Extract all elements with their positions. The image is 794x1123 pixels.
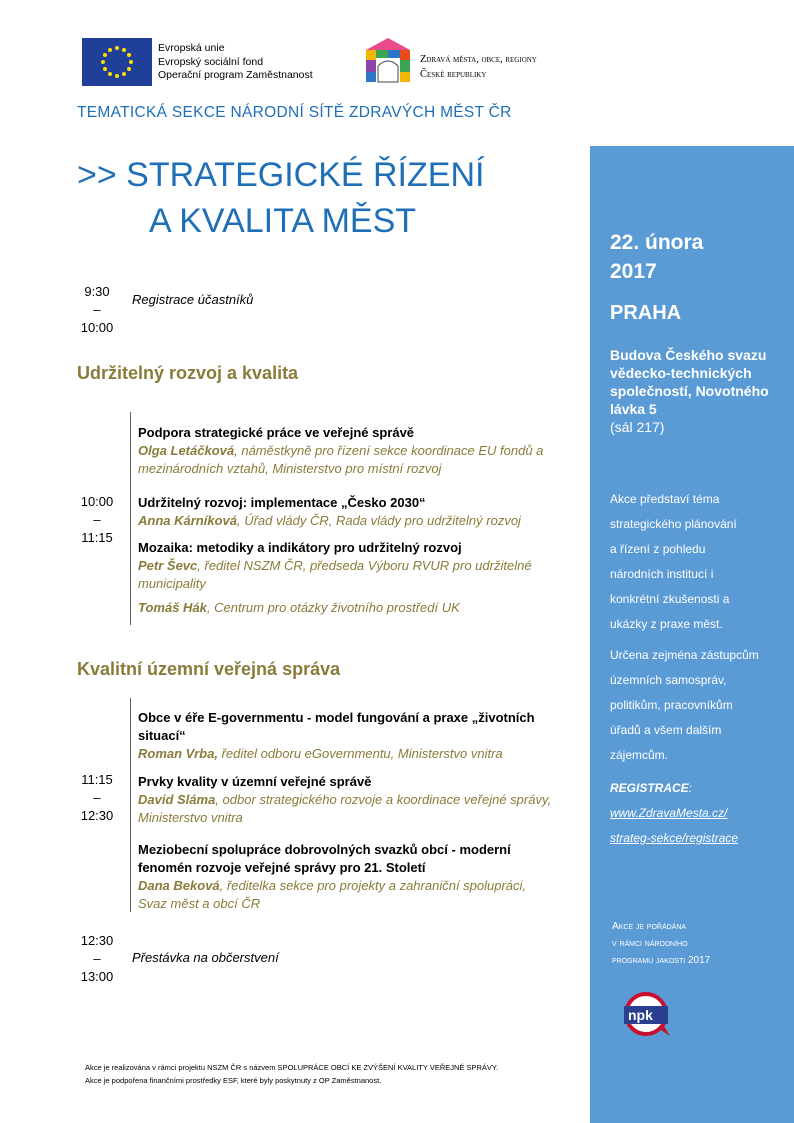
speaker-role: ředitel odboru eGovernmentu, Ministerstvo vnitra [217, 746, 503, 761]
registration-time [77, 283, 117, 337]
footer-line-1: Akce je realizována v rámci projektu NSZM ČR s názvem SPOLUPRÁCE OBCÍ KE ZVÝŠENÍ KVALITY VEŘEJNÉ SPRÁVY. [85, 1063, 499, 1072]
event-date-day: 22. února [610, 231, 704, 254]
speaker-name: Olga Letáčková [138, 443, 235, 458]
talk-1-2 [138, 494, 558, 530]
audience-line: politikům, pracovníkům [610, 698, 733, 712]
eu-line-3: Operační program Zaměstnanost [158, 69, 313, 81]
audience-line: úřadů a všem dalším [610, 723, 722, 737]
event-about [610, 487, 786, 637]
about-line: ukázky z praxe měst. [610, 617, 723, 631]
page-title-line-1: >> STRATEGICKÉ ŘÍZENÍ [77, 156, 485, 194]
event-date-year: 2017 [610, 260, 657, 283]
registration-time-dash: – [93, 302, 101, 317]
talk-title: Mozaika: metodiky a indikátory pro udržitelný rozvoj [138, 540, 462, 555]
break-time-end: 13:00 [80, 969, 114, 984]
eu-stars-icon [82, 38, 152, 86]
block1-divider [130, 412, 131, 625]
block1-time-end: 11:15 [81, 530, 113, 545]
speaker-role: , náměstkyně pro řízení sekce koordinace EU fondů a mezinárodních vztahů, Ministerstvo pro místní rozvoj [138, 443, 544, 476]
speaker-role: , Úřad vlády ČR, Rada vlády pro udržitelný rozvoj [236, 513, 521, 528]
block1-time-dash: – [93, 512, 101, 527]
break-time-start: 12:30 [80, 933, 114, 948]
talk-title: Prvky kvality v územní veřejné správě [138, 774, 372, 789]
speaker-name: David Sláma [138, 792, 216, 807]
organizer-note [612, 918, 710, 969]
footer [85, 1061, 498, 1087]
sidebar [590, 146, 794, 1123]
talk-title: Meziobecní spolupráce dobrovolných svazků obcí - moderní fenomén rozvoje veřejné správy pro 21. Století [138, 842, 511, 875]
registration-colon: : [688, 781, 693, 795]
eu-text [158, 42, 313, 83]
talk-1-3 [138, 539, 558, 593]
organizer-line: programu jakosti 2017 [612, 955, 711, 966]
speaker-name: Dana Beková [138, 878, 220, 893]
audience-line: Určena zejména zástupcům [610, 648, 759, 662]
block2-time-dash: – [93, 790, 101, 805]
speaker-role: , Centrum pro otázky životního prostředí UK [206, 600, 460, 615]
talk-2-2 [138, 773, 558, 827]
break-time [77, 932, 117, 986]
about-line: konkrétní zkušenosti a [610, 592, 730, 606]
npk-logo [620, 990, 680, 1040]
block2-time-start: 11:15 [81, 772, 113, 787]
block1-time [77, 493, 117, 547]
talk-2-1 [138, 709, 558, 763]
talk-1-4 [138, 599, 558, 617]
registration-block [610, 776, 738, 851]
organizer-line: Akce je pořádána [612, 921, 687, 932]
registration-time-end: 10:00 [80, 320, 114, 335]
registration-label: REGISTRACE [610, 781, 689, 795]
talk-title: Obce v éře E-governmentu - model fungování a praxe „životních situací“ [138, 710, 535, 743]
speaker-role: , odbor strategického rozvoje a koordinace veřejné správy, Ministerstvo vnitra [138, 792, 552, 825]
event-venue [610, 346, 790, 436]
speaker-role: , ředitelka sekce pro projekty a zahraniční spolupráci, Svaz měst a obcí ČR [138, 878, 527, 911]
speaker-role: , ředitel NSZM ČR, předseda Výboru RVUR pro udržitelné municipality [138, 558, 532, 591]
block2-time-end: 12:30 [80, 808, 114, 823]
footer-line-2: Akce je podpořena finančními prostředky ESF, které byly poskytnuty z OP Zaměstnanost. [85, 1076, 382, 1085]
speaker-name: Anna Kárníková [138, 513, 237, 528]
eu-line-2: Evropský sociální fond [158, 55, 264, 68]
speaker-name: Tomáš Hák [138, 600, 207, 615]
eu-logo [82, 38, 152, 86]
about-line: strategického plánování [610, 517, 737, 531]
nszm-line-1: Zdravá města, obce, regiony [420, 54, 537, 65]
break-time-dash: – [93, 951, 101, 966]
about-line: národních institucí i [610, 567, 714, 581]
organizer-line: v rámci národního [612, 938, 688, 949]
audience-line: zájemcům. [610, 748, 669, 762]
speaker-name: Petr Ševc [138, 558, 198, 573]
block2-heading: Kvalitní územní veřejná správa [77, 659, 341, 679]
event-city: PRAHA [610, 302, 682, 324]
nszm-logo [362, 36, 414, 84]
page-title-line-2: A KVALITA MĚST [149, 202, 417, 240]
talk-title: Podpora strategické práce ve veřejné správě [138, 425, 415, 440]
section-heading: TEMATICKÁ SEKCE NÁRODNÍ SÍTĚ ZDRAVÝCH MĚST ČR [77, 104, 512, 121]
nszm-text [420, 52, 537, 82]
block1-heading: Udržitelný rozvoj a kvalita [77, 363, 299, 383]
block2-divider [130, 698, 131, 912]
event-audience [610, 643, 786, 768]
about-line: a řízení z pohledu [610, 542, 706, 556]
event-date [610, 228, 703, 286]
talk-title: Udržitelný rozvoj: implementace „Česko 2030“ [138, 495, 426, 510]
audience-line: územních samospráv, [610, 673, 727, 687]
break-label: Přestávka na občerstvení [132, 950, 279, 965]
house-colorful-icon [362, 36, 414, 84]
registration-link-part2[interactable]: strateg-sekce/registrace [610, 831, 739, 845]
speaker-name: Roman Vrba, [138, 746, 218, 761]
registration-time-start: 9:30 [84, 284, 110, 299]
block2-time [77, 771, 117, 825]
talk-1-1 [138, 424, 558, 478]
nszm-line-2: České republiky [420, 69, 487, 80]
talk-2-3 [138, 841, 558, 913]
venue-name: Budova Českého svazu vědecko-technických společností, Novotného lávka 5 [610, 347, 769, 417]
eu-line-1: Evropská unie [158, 42, 225, 54]
block1-time-start: 10:00 [80, 494, 114, 509]
venue-room: (sál 217) [610, 419, 665, 435]
npk-logo-icon [620, 990, 680, 1040]
about-line: Akce představí téma [610, 492, 720, 506]
registration-link-part1[interactable]: www.ZdravaMesta.cz/ [610, 806, 728, 820]
npk-logo-text: npk [628, 1007, 653, 1023]
registration-label: Registrace účastníků [132, 292, 254, 307]
